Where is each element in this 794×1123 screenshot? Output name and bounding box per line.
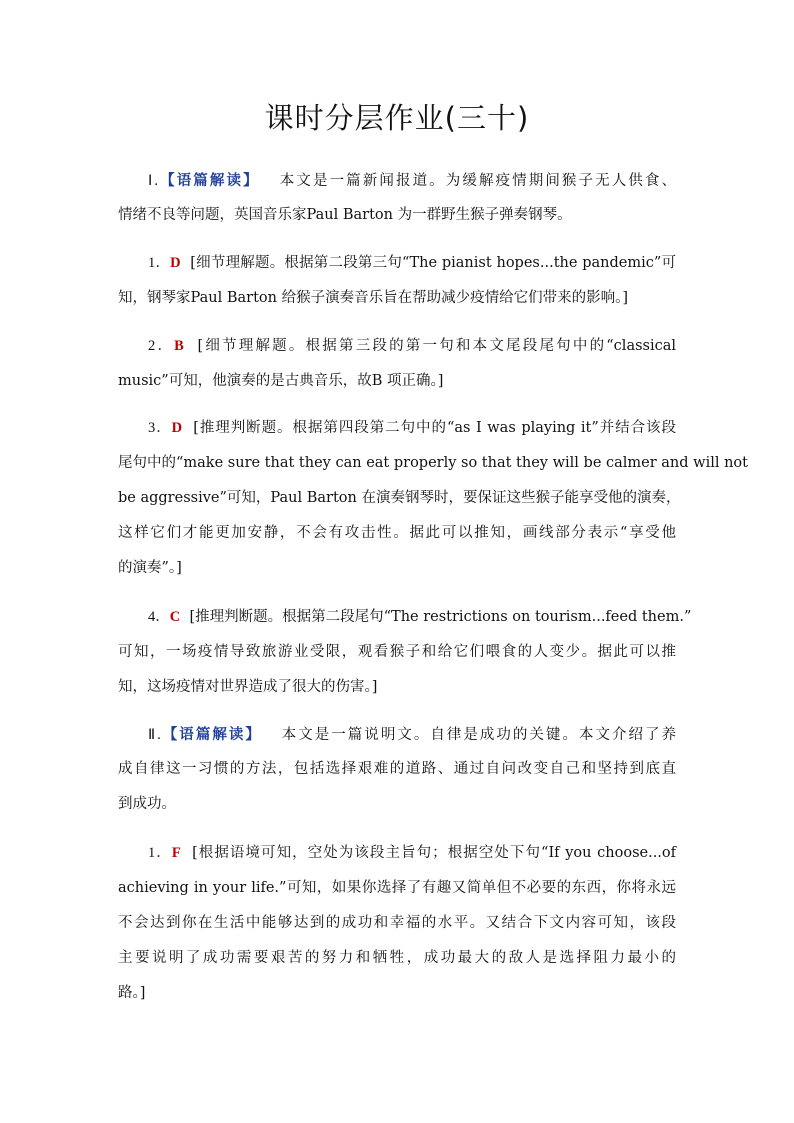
item-line: 这样它们才能更加安静，不会有攻击性。据此可以推知，画线部分表示“享受他 — [118, 525, 676, 541]
item-first-line — [118, 411, 676, 446]
item-number: 1． — [148, 255, 171, 271]
section-1-intro-line: 情绪不良等问题，英国音乐家Paul Barton 为一群野生猴子弹奏钢琴。 — [118, 207, 572, 223]
item-first-line — [118, 600, 692, 635]
item-first-line — [118, 836, 676, 871]
section-1-item-1 — [118, 246, 676, 316]
answer-letter: B — [174, 338, 184, 354]
section-1-item-3 — [118, 411, 748, 586]
item-text: [根据语境可知，空处为该段主旨句；根据空处下句“If you choose...of — [192, 845, 677, 861]
item-text: [细节理解题。根据第三段的第一句和本文尾段尾句中的“classical — [197, 338, 677, 354]
answer-letter: D — [171, 420, 183, 436]
item-first-line — [118, 246, 676, 281]
section-1-tag: 【语篇解读】 — [158, 172, 260, 189]
section-2-intro-line: 成自律这一习惯的方法，包括选择艰难的道路、通过自问改变自己和坚持到底直 — [118, 761, 676, 777]
answer-letter: D — [170, 255, 181, 271]
item-line: 的演奏”。] — [118, 560, 182, 576]
section-2-numeral: Ⅱ. — [148, 727, 161, 743]
item-line: 主要说明了成功需要艰苦的努力和牺牲，成功最大的敌人是选择阻力最小的 — [118, 950, 676, 966]
answer-letter: F — [171, 845, 181, 861]
section-1-item-4 — [118, 600, 692, 705]
item-line: 不会达到你在生活中能够达到的成功和幸福的水平。又结合下文内容可知，该段 — [118, 915, 676, 931]
section-2-intro-line: 到成功。 — [118, 796, 176, 812]
page-title: 课时分层作业(三十) — [264, 101, 530, 135]
item-number: 1． — [148, 845, 172, 861]
section-1-intro — [118, 163, 676, 233]
item-number: 2． — [148, 338, 175, 354]
item-line: 知，钢琴家Paul Barton 给猴子演奏音乐旨在帮助减少疫情给它们带来的影响。] — [118, 290, 628, 306]
section-2-intro-line — [118, 717, 676, 752]
item-line: 知，这场疫情对世界造成了很大的伤害。] — [118, 679, 378, 695]
item-first-line — [118, 329, 676, 364]
item-line: be aggressive”可知，Paul Barton 在演奏钢琴时，要保证这些猴子能享受他的演奏， — [118, 490, 681, 506]
answer-letter: C — [169, 609, 181, 625]
item-line: music”可知，他演奏的是古典音乐，故B 项正确。] — [118, 373, 444, 389]
item-line: 尾句中的“make sure that they can eat properly so that they will be calmer and will not — [118, 455, 748, 471]
item-number: 4． — [148, 609, 170, 625]
section-1-item-2 — [118, 329, 676, 399]
item-number: 3． — [148, 420, 172, 436]
section-2-intro — [118, 717, 676, 822]
section-2-intro-text: 本文是一篇说明文。自律是成功的关键。本文介绍了养 — [281, 727, 677, 743]
item-line: achieving in your life.”可知，如果你选择了有趣又简单但不必要的东西，你将永远 — [118, 880, 676, 896]
section-2-item-1 — [118, 836, 676, 1011]
section-1-intro-line — [118, 163, 676, 198]
item-line: 路。] — [118, 985, 146, 1001]
section-1-numeral: Ⅰ. — [148, 173, 158, 189]
item-text: [推理判断题。根据第二段尾句“The restrictions on tourism...feed them.” — [189, 609, 692, 625]
item-line: 可知，一场疫情导致旅游业受限，观看猴子和给它们喂食的人变少。据此可以推 — [118, 644, 676, 660]
section-1-intro-text: 本文是一篇新闻报道。为缓解疫情期间猴子无人供食、 — [279, 173, 677, 189]
section-2-tag: 【语篇解读】 — [160, 726, 262, 743]
item-text: [推理判断题。根据第四段第二句中的“as I was playing it”并结合该段 — [193, 420, 676, 436]
item-text: [细节理解题。根据第二段第三句“The pianist hopes...the pandemic”可 — [190, 255, 677, 271]
